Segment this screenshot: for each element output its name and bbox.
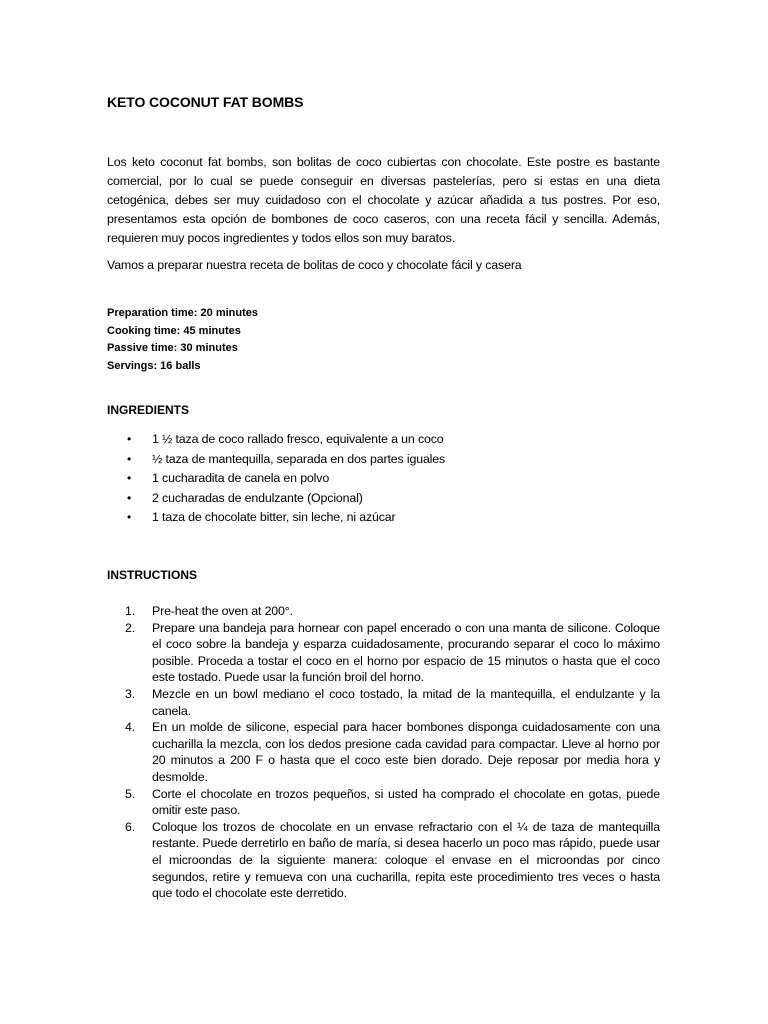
- servings: Servings: 16 balls: [107, 359, 201, 372]
- bullet-icon: •: [127, 471, 132, 485]
- instructions-list: [107, 603, 660, 902]
- page-title: KETO COCONUT FAT BOMBS: [107, 94, 304, 110]
- bullet-icon: •: [127, 451, 132, 466]
- intro-paragraph: Los keto coconut fat bombs, son bolitas de coco cubiertas con chocolate. Este postre es bastante comercial, por lo cual se puede conseguir en diversas pastelerías, pero si estas en una dieta cetogénica, debes ser muy cuidadoso con el chocolate y azúcar añadida a tus postres. Por eso, presentamos esta opción de bombones de coco caseros, con una receta fácil y sencilla. Además, requieren muy pocos ingredientes y todos ellos son muy baratos.: [107, 155, 660, 245]
- list-item: [107, 469, 660, 489]
- list-item: [107, 786, 660, 819]
- instructions-heading: INSTRUCTIONS: [107, 568, 197, 582]
- list-item: [107, 450, 660, 470]
- bullet-icon: •: [127, 490, 132, 505]
- ingredient-text: 2 cucharadas de endulzante (Opcional): [152, 490, 363, 505]
- list-item: [107, 819, 660, 902]
- ingredients-list: [107, 430, 660, 528]
- ingredient-text: 1 taza de chocolate bitter, sin leche, ni azúcar: [152, 510, 396, 524]
- ingredient-text: 1 ½ taza de coco rallado fresco, equivalente a un coco: [152, 432, 444, 446]
- ingredient-text: 1 cucharadita de canela en polvo: [152, 471, 330, 485]
- step-number: 4.: [125, 720, 136, 735]
- intro-sentence: Vamos a preparar nuestra receta de bolitas de coco y chocolate fácil y casera: [107, 258, 522, 272]
- step-number: 2.: [125, 620, 136, 635]
- list-item: [107, 620, 660, 686]
- list-item: [107, 719, 660, 785]
- step-text: Mezcle en un bowl mediano el coco tostado, la mitad de la mantequilla, el endulzante y la canela.: [152, 686, 660, 718]
- list-item: [107, 686, 660, 719]
- passive-time: Passive time: 30 minutes: [107, 342, 238, 354]
- step-number: 3.: [125, 686, 136, 701]
- bullet-icon: •: [127, 432, 132, 446]
- preparation-time: Preparation time: 20 minutes: [107, 307, 258, 319]
- cooking-time: Cooking time: 45 minutes: [107, 324, 241, 337]
- ingredient-text: ½ taza de mantequilla, separada en dos partes iguales: [152, 451, 446, 466]
- ingredients-heading: INGREDIENTS: [107, 403, 190, 417]
- step-text: En un molde de silicone, especial para hacer bombones disponga cuidadosamente con una cucharilla la mezcla, con los dedos presione cada cavidad para compactar. Lleve al horno por 20 minutos a 200 F o hasta que el coco este bien dorado. Deje reposar por media hora y desmolde.: [152, 720, 660, 784]
- list-item: [107, 430, 660, 450]
- step-text: Corte el chocolate en trozos pequeños, si usted ha comprado el chocolate en gotas, puede omitir este paso.: [152, 786, 660, 818]
- step-number: 1.: [125, 604, 136, 618]
- step-number: 5.: [125, 786, 136, 801]
- list-item: [107, 603, 660, 620]
- list-item: [107, 489, 660, 509]
- step-text: Pre-heat the oven at 200°.: [152, 604, 293, 618]
- recipe-meta: [107, 305, 258, 375]
- step-text: Prepare una bandeja para hornear con papel encerado o con una manta de silicone. Coloque el coco sobre la bandeja y esparza cuidadosamente, procurando separar el coco lo máximo posible. Proceda a tostar el coco en el horno por espacio de 15 minutos o hasta que el coco este tostado. Puede usar la función broil del horno.: [152, 620, 660, 685]
- list-item: [107, 508, 660, 528]
- bullet-icon: •: [127, 510, 132, 524]
- step-text: Coloque los trozos de chocolate en un envase refractario con el ¼ de taza de mantequilla restante. Puede derretirlo en baño de maría, si desea hacerlo un poco mas rápido, puede usar el microondas de la siguiente manera: coloque el envase en el microondas por cinco segundos, retire y remueva con una cucharilla, repita este procedimiento tres veces o hasta que todo el chocolate este derretido.: [152, 819, 660, 901]
- step-number: 6.: [125, 819, 136, 834]
